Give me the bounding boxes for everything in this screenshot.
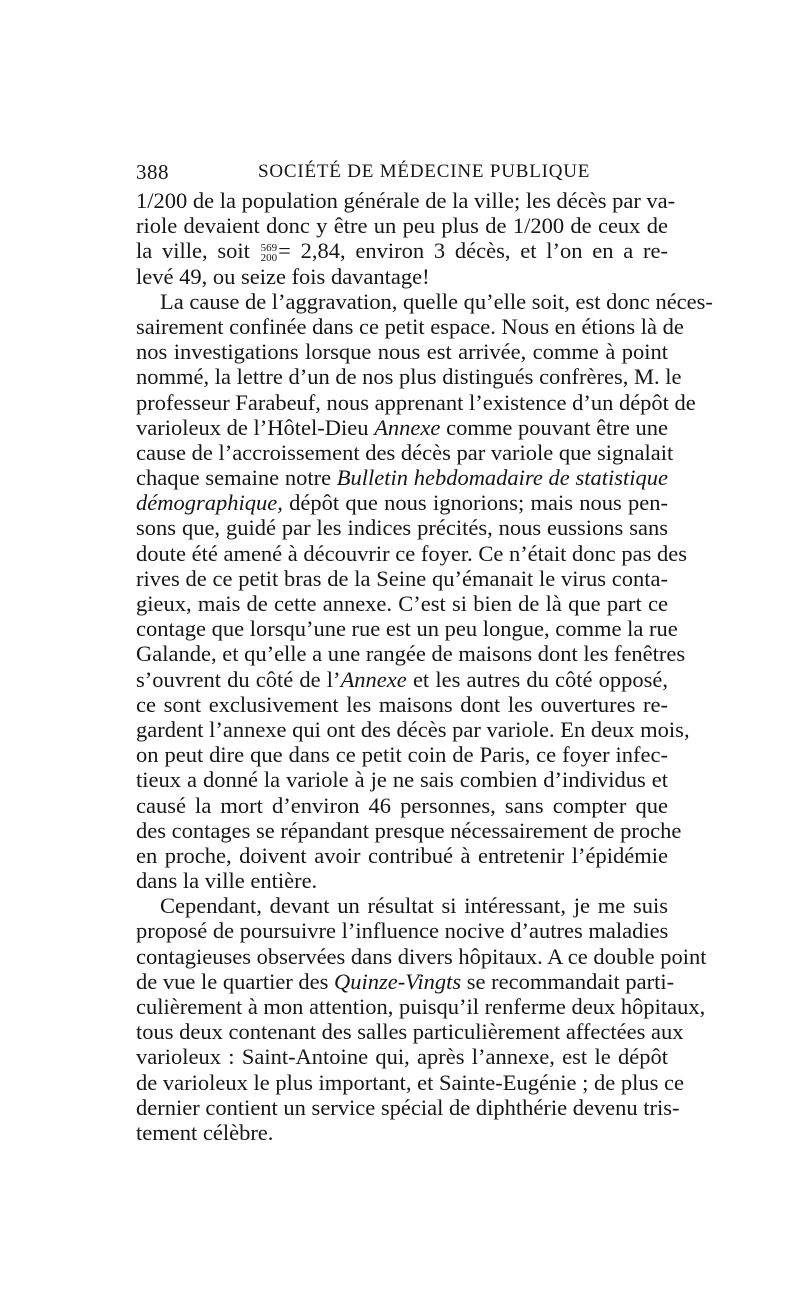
text-line: contagieuses observées dans divers hôpitaux. A ce double point: [136, 943, 707, 969]
text-line: on peut dire que dans ce petit coin de Paris, ce foyer infec-: [136, 742, 668, 768]
fraction-denominator: 200: [260, 252, 278, 265]
text-run: s’ouvrent du côté de l’: [136, 666, 341, 692]
text-line: causé la mort d’environ 46 personnes, sans compter que: [136, 792, 668, 818]
text-line: nos investigations lorsque nous est arrivée, comme à point: [136, 339, 668, 365]
text-line: proposé de poursuivre l’influence nocive d’autres maladies: [136, 918, 669, 944]
fraction-numerator: 569: [260, 242, 278, 255]
text-line: [136, 490, 668, 515]
text-line: gardent l’annexe qui ont des décès par variole. En deux mois,: [136, 716, 690, 742]
text-line: en proche, doivent avoir contribué à entretenir l’épidémie: [136, 842, 668, 868]
running-head: [136, 160, 668, 186]
italic-term: Annexe: [374, 414, 441, 440]
body-text: [136, 188, 713, 1145]
text-run: chaque semaine notre: [136, 465, 332, 491]
text-line: tieux a donné la variole à je ne sais combien d’individus et: [136, 767, 668, 793]
text-line: tement célèbre.: [136, 1119, 274, 1145]
text-run: comme pouvant être une: [446, 414, 669, 440]
text-line: contage que lorsqu’une rue est un peu longue, comme la rue: [136, 616, 678, 642]
text-run: dépôt que nous ignorions; mais nous pen-: [289, 490, 669, 516]
text-line: sairement confinée dans ce petit espace. Nous en étions là de: [136, 313, 684, 339]
text-line: levé 49, ou seize fois davantage!: [136, 263, 430, 289]
text-line: La cause de l’aggravation, quelle qu’elle soit, est donc néces-: [160, 288, 713, 314]
text-line: 1/200 de la population générale de la ville; les décès par va-: [136, 188, 676, 213]
text-run: se recommandait parti-: [466, 968, 675, 994]
text-line: sons que, guidé par les indices précités, nous eussions sans: [136, 515, 668, 541]
text-line: gieux, mais de cette annexe. C’est si bien de là que part ce: [136, 591, 668, 616]
text-run: varioleux de l’Hôtel-Dieu: [136, 414, 369, 440]
text-line: cause de l’accroissement des décès par variole que signalait: [136, 439, 674, 465]
text-line: des contages se répandant presque nécessairement de proche: [136, 817, 682, 843]
text-run: la ville, soit: [136, 238, 250, 264]
text-line: dans la ville entière.: [136, 868, 318, 894]
text-line: dernier contient un service spécial de diphthérie devenu tris-: [136, 1094, 680, 1120]
text-line: varioleux : Saint-Antoine qui, après l’annexe, est le dépôt: [136, 1044, 668, 1070]
page-number: 388: [136, 160, 169, 184]
text-line: nommé, la lettre d’un de nos plus distingués confrères, M. le: [136, 364, 682, 390]
text-line: [136, 667, 668, 692]
running-title: SOCIÉTÉ DE MÉDECINE PUBLIQUE: [258, 161, 591, 182]
italic-title: démographique,: [136, 490, 283, 516]
text-line: [136, 415, 668, 440]
text-line: culièrement à mon attention, puisqu’il renferme deux hôpitaux,: [136, 994, 706, 1019]
italic-term: Quinze-Vingts: [334, 968, 462, 994]
italic-title: Bulletin hebdomadaire de statistique: [336, 465, 668, 491]
text-run: = 2,84, environ 3 décès, et l’on en a re-: [278, 238, 668, 264]
text-run: de vue le quartier des: [136, 968, 329, 994]
text-line: Cependant, devant un résultat si intéressant, je me suis: [160, 893, 668, 919]
text-line: professeur Farabeuf, nous apprenant l’existence d’un dépôt de: [136, 389, 696, 415]
text-line: rives de ce petit bras de la Seine qu’émanait le virus conta-: [136, 565, 668, 591]
text-line: de varioleux le plus important, et Sainte-Eugénie ; de plus ce: [136, 1069, 684, 1095]
text-line: ce sont exclusivement les maisons dont les ouvertures re-: [136, 691, 668, 717]
text-line: [136, 465, 668, 490]
text-line: [136, 968, 675, 994]
text-line: riole devaient donc y être un peu plus de 1/200 de ceux de: [136, 213, 668, 239]
text-line: tous deux contenant des salles particulièrement affectées aux: [136, 1019, 684, 1045]
text-run: et les autres du côté opposé,: [412, 666, 669, 692]
fraction: [261, 243, 278, 263]
text-line: Galande, et qu’elle a une rangée de maisons dont les fenêtres: [136, 641, 686, 667]
italic-term: Annexe: [340, 666, 407, 692]
text-line: [136, 238, 668, 263]
text-line: doute été amené à découvrir ce foyer. Ce n’était donc pas des: [136, 540, 688, 566]
